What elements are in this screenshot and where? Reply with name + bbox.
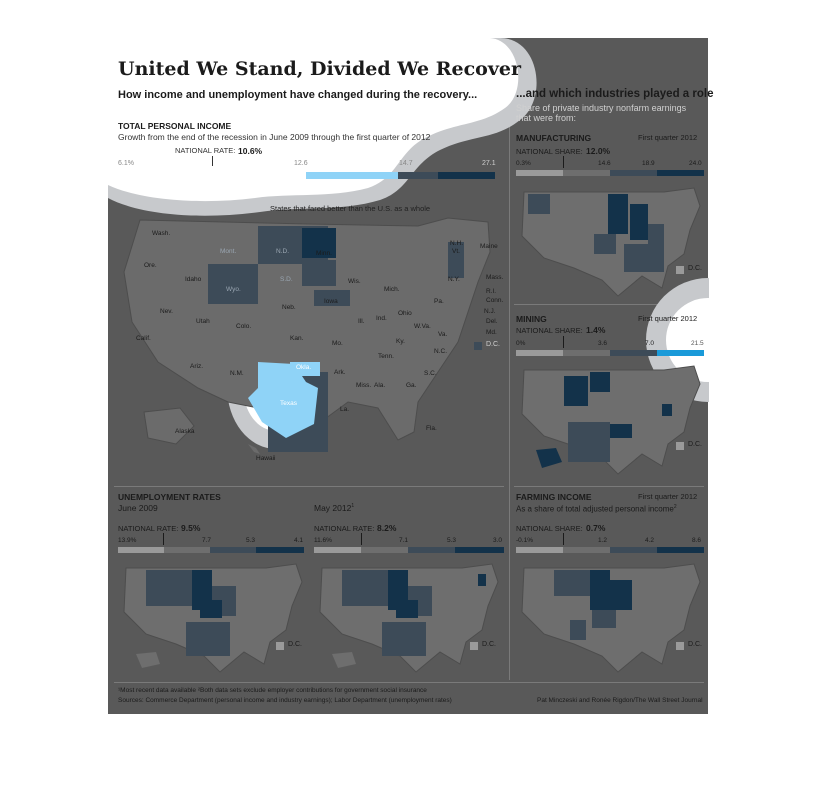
may-legend-bar-1	[314, 547, 361, 553]
farming-scale-0: -0.1%	[516, 537, 533, 544]
income-national-label: NATIONAL RATE:	[175, 146, 236, 155]
farming-scale-1: 1.2	[598, 537, 608, 544]
state-label: Ore.	[144, 262, 157, 269]
june-national-value: 9.5%	[181, 523, 201, 533]
manufacturing-legend-bar-1	[516, 170, 563, 176]
state-label: N.J.	[484, 308, 496, 315]
mining-national-arrow	[563, 336, 564, 348]
mining-national-value: 1.4%	[586, 325, 606, 335]
state-label: Ariz.	[190, 363, 203, 370]
state-label: N.Y.	[448, 276, 460, 283]
state-label: Ark.	[334, 369, 346, 376]
may-period-text: May 2012	[314, 503, 352, 513]
state-label: Hawaii	[256, 455, 276, 462]
state-label: Idaho	[185, 276, 202, 283]
mining-us-map	[514, 362, 704, 478]
income-scale-0: 6.1%	[118, 160, 134, 167]
state-label: N.C.	[434, 348, 447, 355]
manufacturing-legend-bar-4	[657, 170, 704, 176]
state-label: S.D.	[280, 276, 293, 283]
mining-legend-bar-1	[516, 350, 563, 356]
farming-dc-label: D.C.	[688, 641, 702, 648]
state-label: Alaska	[175, 428, 195, 435]
state-label: La.	[340, 406, 350, 413]
state-alaska	[144, 408, 194, 444]
state-label: Wash.	[152, 230, 171, 237]
state-label: Neb.	[282, 304, 296, 311]
mining-dc-label: D.C.	[688, 441, 702, 448]
footer-note: ¹Most recent data available ²Both data sets exclude employer contributions for government social insurance	[118, 687, 427, 694]
state-label: Okla.	[296, 364, 312, 371]
manufacturing-dc-label: D.C.	[688, 265, 702, 272]
state-label: Pa.	[434, 298, 444, 305]
manufacturing-title: MANUFACTURING	[516, 133, 592, 143]
state-label: Ind.	[376, 315, 387, 322]
state-label: Wyo.	[226, 286, 241, 293]
farming-legend-bar-2	[563, 547, 610, 553]
farming-subtitle-text: As a share of total adjusted personal income	[516, 504, 674, 514]
state-label: Va.	[438, 331, 448, 338]
may-period	[314, 503, 354, 513]
manufacturing-scale-0: 0.3%	[516, 160, 531, 167]
june-legend-bar-3	[210, 547, 256, 553]
state-wyoming	[208, 264, 258, 304]
state-label: Nev.	[160, 308, 173, 315]
may-dc-label: D.C.	[482, 641, 496, 648]
manufacturing-scale-1: 14.6	[598, 160, 611, 167]
state-label: Fla.	[426, 425, 437, 432]
may-legend-bar-3	[408, 547, 455, 553]
state-label: W.Va.	[414, 323, 431, 330]
june-scale-2: 5.3	[246, 537, 256, 544]
mining-scale-2: 7.0	[645, 340, 655, 347]
may-scale-1: 7.1	[399, 537, 409, 544]
state-label: Mont.	[220, 248, 237, 255]
income-legend-bar-1	[118, 172, 306, 179]
state-label: Utah	[196, 318, 210, 325]
manufacturing-legend-bar-3	[610, 170, 657, 176]
may-us-map	[312, 560, 502, 676]
income-legend-bar-3	[398, 172, 438, 179]
income-scale-1: 12.6	[294, 160, 308, 167]
state-label: Conn.	[486, 297, 504, 304]
mining-national-label: NATIONAL SHARE:	[516, 326, 583, 335]
state-label: Miss.	[356, 382, 372, 389]
june-national-label: NATIONAL RATE:	[118, 524, 179, 533]
farming-us-map	[514, 560, 704, 676]
state-label: Mass.	[486, 274, 504, 281]
state-label: N.H.	[450, 240, 463, 247]
state-label: Ohio	[398, 310, 412, 317]
industries-subtitle-1: Share of private industry nonfarm earnings	[516, 103, 687, 113]
manufacturing-legend-bar-2	[563, 170, 610, 176]
june-dc-swatch	[276, 642, 284, 650]
manufacturing-national-arrow	[563, 156, 564, 168]
manufacturing-dc-swatch	[676, 266, 684, 274]
page-title: United We Stand, Divided We Recover	[118, 58, 521, 80]
footer-credit: Pat Minczeski and Ronée Rigdon/The Wall Street Journal	[537, 697, 703, 704]
farming-national-label: NATIONAL SHARE:	[516, 524, 583, 533]
state-label: N.D.	[276, 248, 289, 255]
state-south-dakota	[302, 260, 336, 286]
may-scale-2: 5.3	[447, 537, 457, 544]
income-scale-3: 27.1	[482, 160, 496, 167]
page-subtitle: How income and unemployment have changed during the recovery...	[118, 89, 478, 101]
june-national-arrow	[163, 533, 164, 545]
state-label: S.C.	[424, 370, 437, 377]
state-label: Tenn.	[378, 353, 394, 360]
may-scale-0: 11.6%	[314, 537, 332, 544]
state-label: Maine	[480, 243, 498, 250]
farming-dc-swatch	[676, 642, 684, 650]
june-scale-0: 13.9%	[118, 537, 137, 544]
unemployment-title: UNEMPLOYMENT RATES	[118, 492, 221, 502]
farming-title: FARMING INCOME	[516, 492, 592, 502]
farming-period: First quarter 2012	[638, 492, 698, 501]
state-label: Mo.	[332, 340, 343, 347]
june-us-map	[116, 560, 306, 676]
state-label: R.I.	[486, 288, 497, 295]
state-label: Mich.	[384, 286, 400, 293]
mining-scale-3: 21.5	[691, 340, 704, 347]
state-label: Iowa	[324, 298, 338, 305]
manufacturing-scale-3: 24.0	[689, 160, 702, 167]
may-legend-bar-4	[455, 547, 504, 553]
state-label: Del.	[486, 318, 498, 325]
state-label: N.M.	[230, 370, 244, 377]
income-legend-bar-2	[306, 172, 398, 179]
june-legend-bar-4	[256, 547, 304, 553]
state-label: Vt.	[452, 248, 460, 255]
may-national-value: 8.2%	[377, 523, 397, 533]
mining-legend-bar-4	[657, 350, 704, 356]
income-scale-2: 14.7	[399, 160, 413, 167]
mining-title: MINING	[516, 314, 547, 324]
manufacturing-national-label: NATIONAL SHARE:	[516, 147, 583, 156]
state-label: Colo.	[236, 323, 252, 330]
state-label: Wis.	[348, 278, 361, 285]
farming-national-arrow	[563, 533, 564, 545]
june-legend-bar-1	[118, 547, 164, 553]
state-label: Minn.	[316, 250, 332, 257]
farming-scale-2: 4.2	[645, 537, 655, 544]
may-legend-bar-2	[361, 547, 408, 553]
state-label: Texas	[280, 400, 297, 407]
income-subtitle: Growth from the end of the recession in June 2009 through the first quarter of 2012	[118, 132, 431, 142]
industries-title: ...and which industries played a role	[516, 88, 714, 100]
income-better-note: States that fared better than the U.S. as a whole	[270, 204, 431, 213]
state-label: Kan.	[290, 335, 304, 342]
farming-scale-3: 8.6	[692, 537, 702, 544]
state-label: Md.	[486, 329, 497, 336]
mining-dc-swatch	[676, 442, 684, 450]
mining-scale-1: 3.6	[598, 340, 608, 347]
june-period: June 2009	[118, 503, 158, 513]
manufacturing-national-value: 12.0%	[586, 146, 611, 156]
manufacturing-scale-2: 18.9	[642, 160, 655, 167]
june-legend-bar-2	[164, 547, 210, 553]
income-dc-label: D.C.	[486, 341, 500, 348]
income-dc-swatch	[474, 342, 482, 350]
state-label: Ala.	[374, 382, 386, 389]
mining-legend-bar-3	[610, 350, 657, 356]
mining-legend-bar-2	[563, 350, 610, 356]
state-label: Ky.	[396, 338, 405, 345]
farming-subtitle	[516, 504, 677, 514]
income-legend-bar-4	[438, 172, 495, 179]
state-label: Ill.	[358, 318, 365, 325]
farming-national-value: 0.7%	[586, 523, 606, 533]
state-label: Calif.	[136, 335, 151, 342]
manufacturing-us-map	[514, 184, 704, 300]
income-national-value: 10.6%	[238, 146, 263, 156]
june-scale-3: 4.1	[294, 537, 304, 544]
farming-legend-bar-3	[610, 547, 657, 553]
may-national-arrow	[361, 533, 362, 545]
mining-scale-0: 0%	[516, 340, 526, 347]
farming-legend-bar-1	[516, 547, 563, 553]
state-hawaii	[248, 444, 260, 454]
income-national-arrow	[212, 156, 213, 166]
may-dc-swatch	[470, 642, 478, 650]
may-national-label: NATIONAL RATE:	[314, 524, 375, 533]
may-scale-3: 3.0	[493, 537, 503, 544]
industries-subtitle-2: that were from:	[516, 113, 577, 123]
footer-sources: Sources: Commerce Department (personal income and industry earnings); Labor Department (unemployment rates)	[118, 697, 452, 704]
income-title: TOTAL PERSONAL INCOME	[118, 121, 232, 131]
state-label: Ga.	[406, 382, 417, 389]
manufacturing-period: First quarter 2012	[638, 133, 698, 142]
farming-footnote-mark: 2	[673, 504, 677, 510]
farming-legend-bar-4	[657, 547, 704, 553]
june-dc-label: D.C.	[288, 641, 302, 648]
mining-period: First quarter 2012	[638, 314, 698, 323]
may-footnote-mark: 1	[351, 503, 355, 510]
june-scale-1: 7.7	[202, 537, 212, 544]
